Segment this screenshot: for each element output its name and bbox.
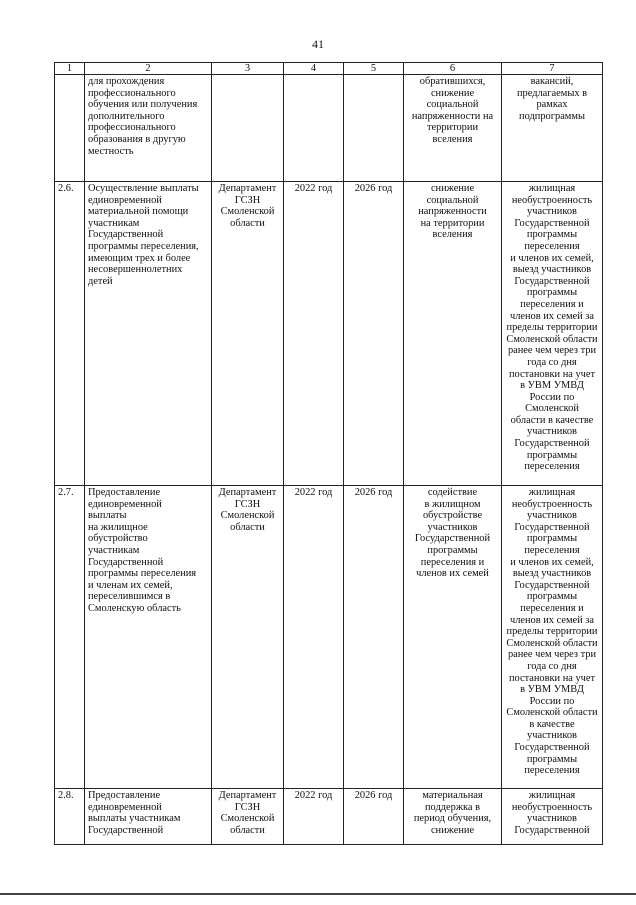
expected-result: содействие в жилищном обустройстве участников Государственной программы переселения и членов их семей [414,487,491,580]
column-header: 4 [284,63,344,75]
item-number: 2.8. [58,790,74,801]
measure-name: для прохождения профессионального обучения или получения дополнительного профессионального образования в другую местность [88,76,198,157]
executor: Департамент ГСЗН Смоленской области [218,487,277,533]
end-year: 2026 год [354,183,393,194]
program-measures-table [54,62,603,845]
expected-result: обратившихся, снижение социальной напряженности на территории вселения [411,76,494,145]
column-header: 1 [55,63,85,75]
expected-result: материальная поддержка в период обучения, снижение [413,790,492,836]
end-year: 2026 год [354,790,393,801]
column-header: 2 [85,63,212,75]
page-number: 41 [312,37,324,51]
table-row [55,75,603,182]
column-header: 6 [404,63,502,75]
indicator: жилищная необустроенность участников Государственной [511,790,593,836]
table-row [55,789,603,845]
start-year: 2022 год [294,487,333,498]
measure-name: Осуществление выплаты единовременной материальной помощи участникам Государственной программы переселения, имеющим трех и более несовершеннолетних детей [88,183,199,287]
table-header-row [55,63,603,75]
start-year: 2022 год [294,183,333,194]
column-header: 5 [344,63,404,75]
table-row [55,182,603,486]
indicator: вакансий, предлагаемых в рамках подпрограммы [516,76,588,122]
indicator: жилищная необустроенность участников Государственной программы переселения и членов их семей, выезд участников Государственной программы переселения и членов их семей за пределы территории Смоленской области ранее чем через три года со дня постановки на учет в УВМ УМВД России по Смоленской области в качестве участников Государственной программы переселения [506,183,598,473]
table-row [55,486,603,789]
executor: Департамент ГСЗН Смоленской области [218,183,277,229]
column-header: 3 [212,63,284,75]
column-header: 7 [502,63,603,75]
item-number: 2.7. [58,487,74,498]
measure-name: Предоставление единовременной выплаты участникам Государственной [88,790,181,836]
start-year: 2022 год [294,790,333,801]
measure-name: Предоставление единовременной выплаты на жилищное обустройство участникам Государственной программы переселения и членам их семей, переселившимся в Смоленскую область [88,487,197,614]
item-number: 2.6. [58,183,74,194]
executor: Департамент ГСЗН Смоленской области [218,790,277,836]
indicator: жилищная необустроенность участников Государственной программы переселения и членов их семей, выезд участников Государственной программы переселения и членов их семей за пределы территории Смоленской области ранее чем через три года со дня постановки на учет в УВМ УМВД России по Смоленской области в качестве участников Государственной программы переселения [506,487,598,777]
page-bottom-edge [0,893,636,895]
expected-result: снижение социальной напряженности на территории вселения [418,183,487,241]
end-year: 2026 год [354,487,393,498]
